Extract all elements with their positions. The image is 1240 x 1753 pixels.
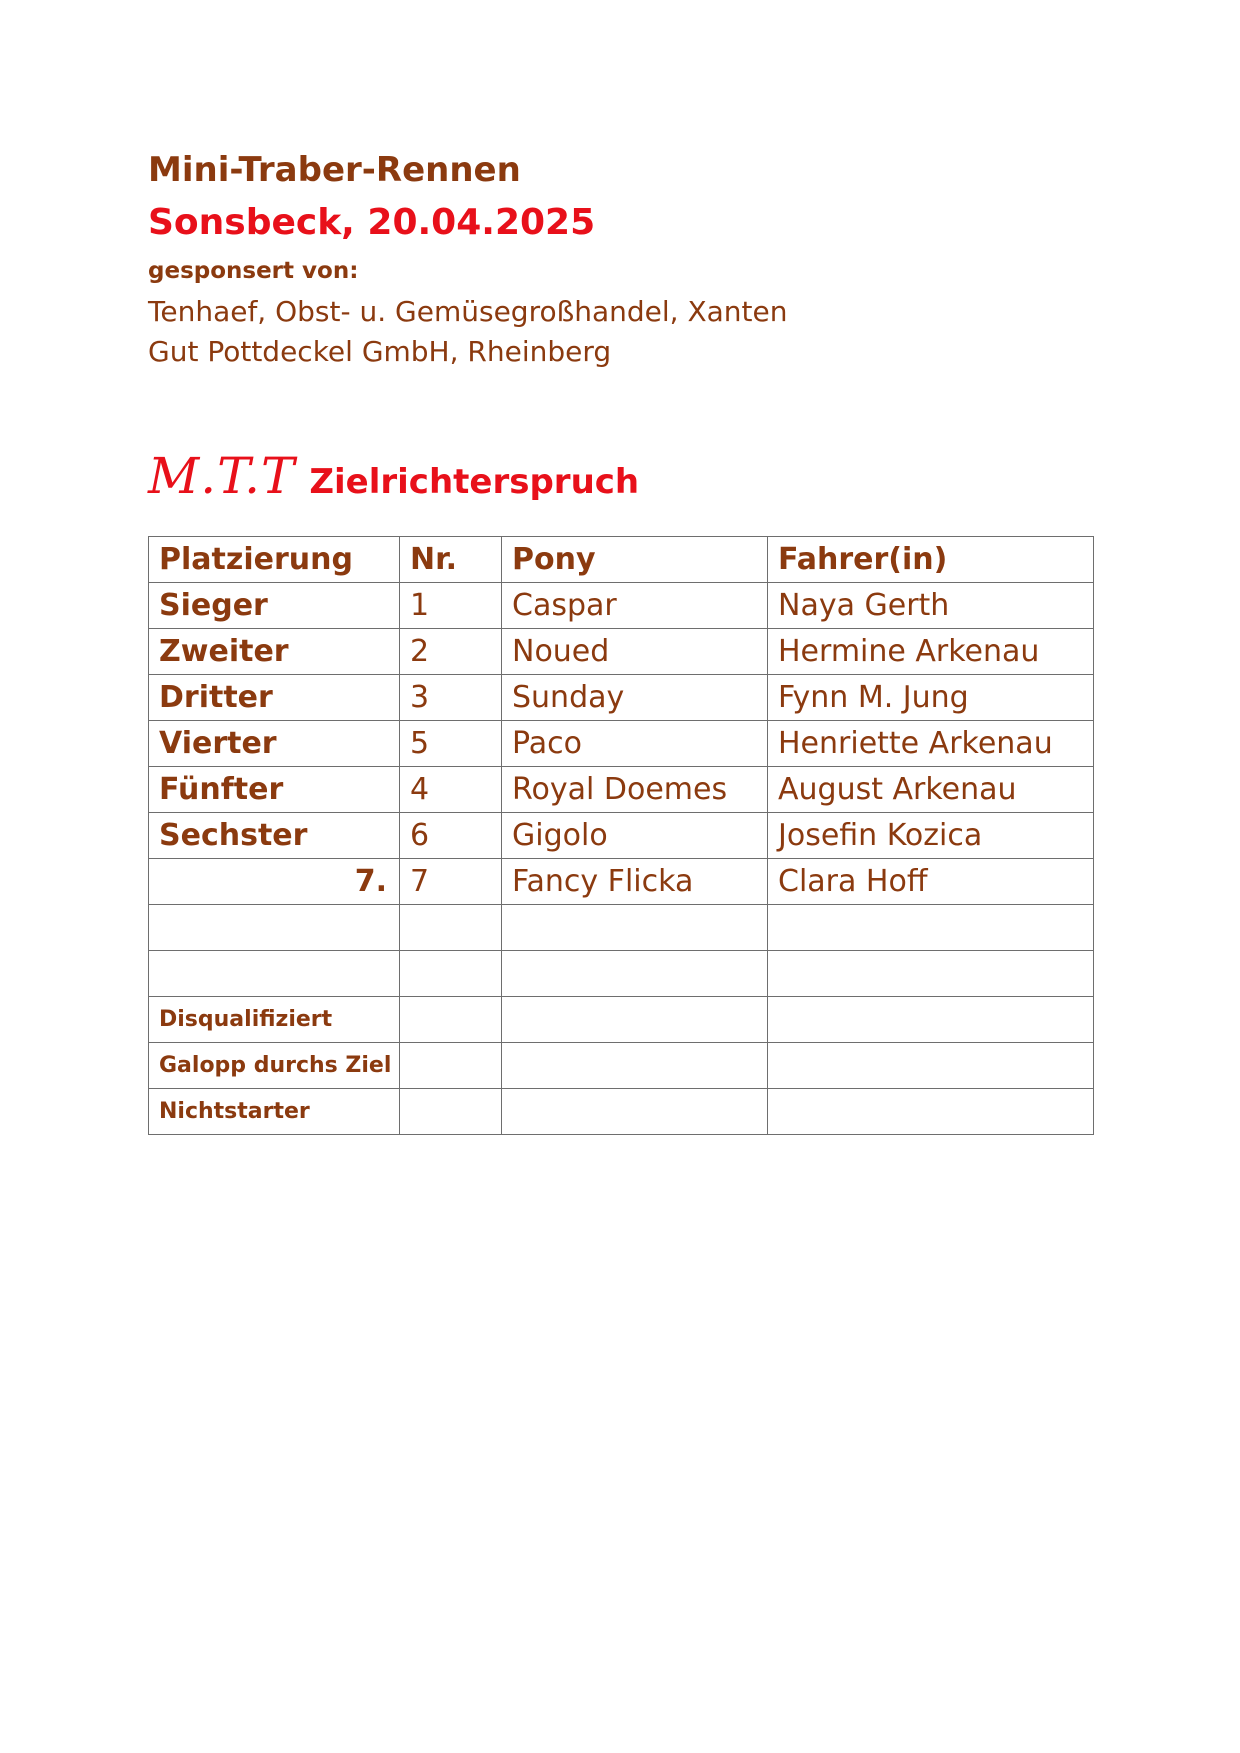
- number-cell: 1: [400, 583, 502, 629]
- pony-cell: Gigolo: [502, 813, 768, 859]
- driver-cell: Hermine Arkenau: [768, 629, 1094, 675]
- table-row: [149, 859, 1094, 905]
- results-table: [148, 536, 1094, 1135]
- table-row: [149, 951, 1094, 997]
- placement-cell: Fünfter: [149, 767, 400, 813]
- section-heading-text: Zielrichterspruch: [309, 462, 640, 502]
- table-row: [149, 813, 1094, 859]
- sponsor-line-2: Gut Pottdeckel GmbH, Rheinberg: [148, 335, 612, 368]
- number-cell: 7: [400, 859, 502, 905]
- pony-cell: Noued: [502, 629, 768, 675]
- table-row: [149, 905, 1094, 951]
- column-header-pony: Pony: [502, 537, 768, 583]
- placement-cell: Galopp durchs Ziel: [149, 1043, 400, 1089]
- number-cell: 3: [400, 675, 502, 721]
- driver-cell: Henriette Arkenau: [768, 721, 1094, 767]
- section-heading: [148, 447, 639, 505]
- placement-cell: Disqualifiziert: [149, 997, 400, 1043]
- placement-cell: Zweiter: [149, 629, 400, 675]
- driver-cell: August Arkenau: [768, 767, 1094, 813]
- pony-cell: Sunday: [502, 675, 768, 721]
- table-header-row: [149, 537, 1094, 583]
- column-header-placement: Platzierung: [149, 537, 400, 583]
- race-location-date: Sonsbeck, 20.04.2025: [148, 202, 596, 243]
- column-header-number: Nr.: [400, 537, 502, 583]
- driver-cell: Naya Gerth: [768, 583, 1094, 629]
- driver-cell: [768, 1089, 1094, 1135]
- driver-cell: [768, 1043, 1094, 1089]
- driver-cell: Clara Hoff: [768, 859, 1094, 905]
- placement-cell: [149, 905, 400, 951]
- number-cell: 4: [400, 767, 502, 813]
- sponsor-label: gesponsert von:: [148, 258, 359, 284]
- placement-cell: Vierter: [149, 721, 400, 767]
- driver-cell: [768, 951, 1094, 997]
- number-cell: [400, 1089, 502, 1135]
- driver-cell: [768, 905, 1094, 951]
- number-cell: 6: [400, 813, 502, 859]
- pony-cell: Caspar: [502, 583, 768, 629]
- number-cell: 5: [400, 721, 502, 767]
- race-title: Mini-Traber-Rennen: [148, 150, 521, 190]
- driver-cell: Fynn M. Jung: [768, 675, 1094, 721]
- number-cell: [400, 905, 502, 951]
- table-row: [149, 721, 1094, 767]
- number-cell: [400, 1043, 502, 1089]
- pony-cell: [502, 951, 768, 997]
- number-cell: [400, 951, 502, 997]
- table-row: [149, 675, 1094, 721]
- number-cell: 2: [400, 629, 502, 675]
- placement-cell: Sieger: [149, 583, 400, 629]
- table-row: [149, 1043, 1094, 1089]
- driver-cell: Josefin Kozica: [768, 813, 1094, 859]
- table-row: [149, 997, 1094, 1043]
- pony-cell: [502, 997, 768, 1043]
- pony-cell: Fancy Flicka: [502, 859, 768, 905]
- column-header-driver: Fahrer(in): [768, 537, 1094, 583]
- pony-cell: [502, 905, 768, 951]
- sponsor-line-1: Tenhaef, Obst- u. Gemüsegroßhandel, Xanten: [148, 295, 788, 328]
- table-row: [149, 1089, 1094, 1135]
- placement-cell: Dritter: [149, 675, 400, 721]
- table-row: [149, 629, 1094, 675]
- number-cell: [400, 997, 502, 1043]
- pony-cell: Royal Doemes: [502, 767, 768, 813]
- driver-cell: [768, 997, 1094, 1043]
- pony-cell: [502, 1043, 768, 1089]
- placement-cell: 7.: [149, 859, 400, 905]
- table-row: [149, 767, 1094, 813]
- placement-cell: Nichtstarter: [149, 1089, 400, 1135]
- pony-cell: Paco: [502, 721, 768, 767]
- placement-cell: Sechster: [149, 813, 400, 859]
- placement-cell: [149, 951, 400, 997]
- mtt-logo: M.T.T: [148, 447, 296, 505]
- pony-cell: [502, 1089, 768, 1135]
- table-row: [149, 583, 1094, 629]
